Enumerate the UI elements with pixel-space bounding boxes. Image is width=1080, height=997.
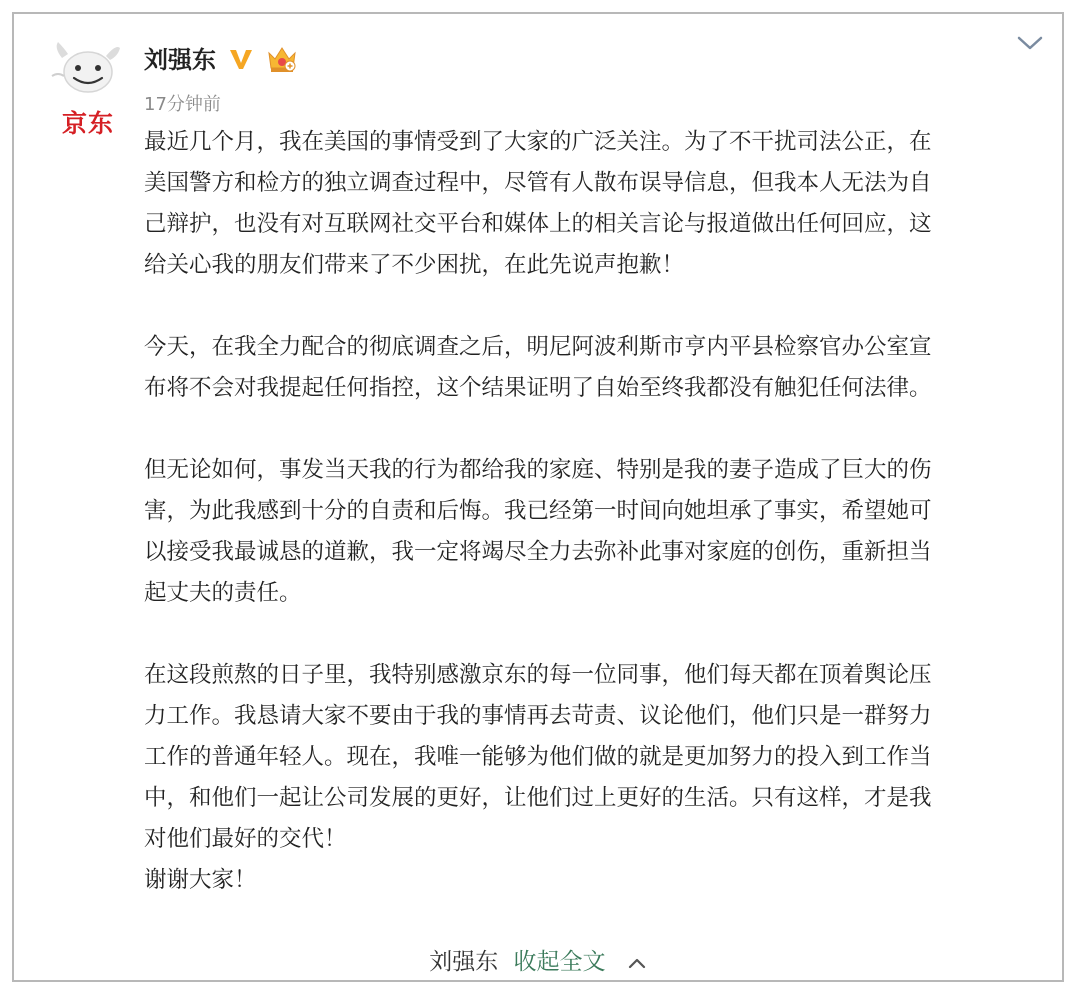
post-timestamp[interactable]: 17分钟前	[144, 94, 221, 115]
paragraph-5: 谢谢大家！	[144, 867, 257, 893]
collapse-fulltext-link[interactable]: 收起全文	[513, 949, 606, 975]
post-footer	[14, 942, 1062, 982]
avatar[interactable]	[48, 40, 128, 140]
paragraph-2: 今天，在我全力配合的彻底调查之后，明尼阿波利斯市亨内平县检察官办公室宣 布将不会对我提起任何指控，这个结果证明了自始至终我都没有触犯任何法律。	[144, 334, 932, 401]
chevron-down-icon[interactable]	[1016, 34, 1044, 52]
chevron-up-icon[interactable]	[627, 956, 647, 970]
weibo-post-card	[12, 12, 1064, 982]
footer-author[interactable]: 刘强东	[429, 949, 499, 975]
paragraph-4: 在这段煎熬的日子里，我特别感激京东的每一位同事，他们每天都在顶着舆论压 力工作。我恳请大家不要由于我的事情再去苛责、议论他们，他们只是一群努力 工作的普通年轻人。现在，我唯一能够为他们做的就是更加努力的投入到工作当 中，和他们一起让公司发展的更好，让他们过上更好的生活。只有这样，才是我 对他们最好的交代！	[144, 662, 932, 852]
jd-brand-logo: 京东	[61, 109, 114, 138]
paragraph-3: 但无论如何，事发当天我的行为都给我的家庭、特别是我的妻子造成了巨大的伤 害，为此我感到十分的自责和后悔。我已经第一时间向她坦承了事实，希望她可 以接受我最诚恳的道歉，我一定将竭尽全力去弥补此事对家庭的创伤，重新担当 起丈夫的责任。	[144, 457, 932, 606]
verified-v-icon	[228, 47, 254, 71]
vip-crown-icon[interactable]	[266, 44, 298, 74]
post-body	[144, 122, 1044, 901]
paragraph-1: 最近几个月，我在美国的事情受到了大家的广泛关注。为了不干扰司法公正，在 美国警方和检方的独立调查过程中，尽管有人散布误导信息，但我本人无法为自 己辩护，也没有对互联网社交平台和媒体上的相关言论与报道做出任何回应，这 给关心我的朋友们带来了不少困扰，在此先说声抱歉！	[144, 129, 932, 278]
username[interactable]: 刘强东	[144, 46, 216, 74]
jd-dog-logo-icon	[48, 40, 128, 102]
